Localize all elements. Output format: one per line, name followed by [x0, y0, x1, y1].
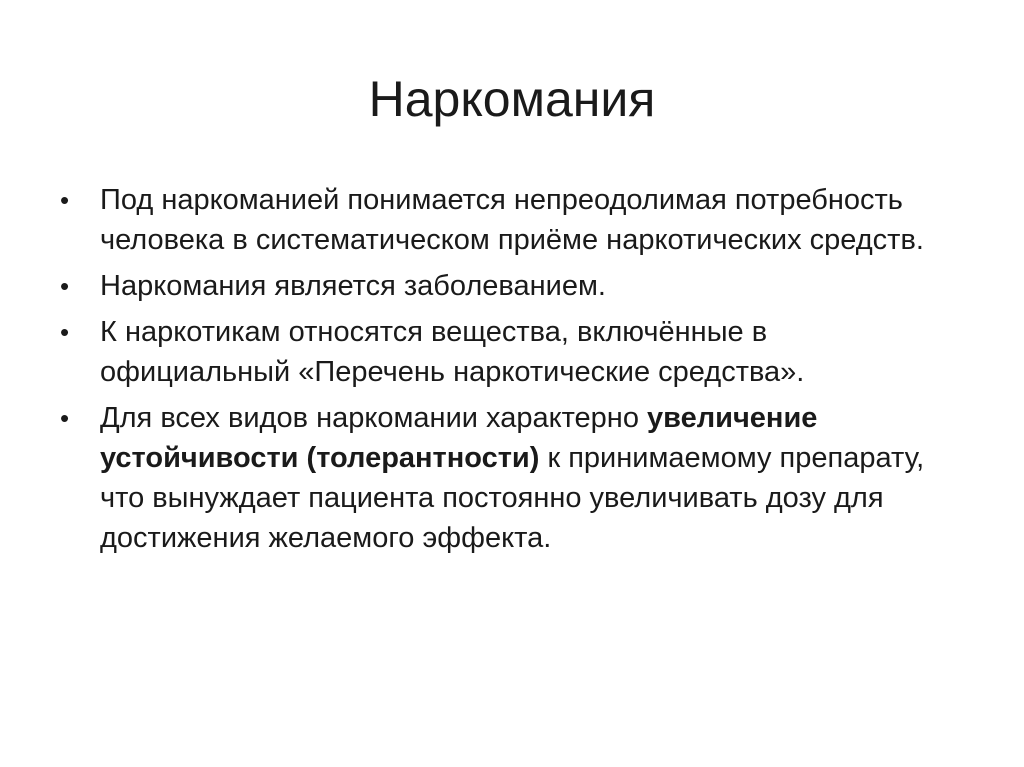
bullet-list [60, 180, 960, 564]
bullet-icon: • [60, 271, 70, 301]
bullet-text: Под наркоманией понимается непреодолимая потребность человека в систематическом приёме наркотических средств. [100, 184, 924, 256]
bullet-icon: • [60, 185, 70, 215]
bullet-icon: • [60, 317, 70, 347]
bullet-text: К наркотикам относятся вещества, включённые в официальный «Перечень наркотические средства». [100, 316, 805, 388]
bullet-icon: • [60, 403, 70, 433]
slide-title: Наркомания [368, 71, 656, 127]
bullet-text-end: к принимаемому препарату, что вынуждает пациента постоянно увеличивать дозу для достижения желаемого эффекта. [100, 442, 925, 554]
bullet-text-start: Для всех видов наркомании характерно [100, 402, 648, 434]
bullet-text-emphasis: увеличение устойчивости (толерантности) [100, 402, 818, 474]
bullet-text: Наркомания является заболеванием. [100, 270, 606, 302]
bullet-item [60, 312, 960, 392]
bullet-item [60, 266, 960, 306]
bullet-item [60, 180, 960, 260]
bullet-item [60, 398, 960, 558]
